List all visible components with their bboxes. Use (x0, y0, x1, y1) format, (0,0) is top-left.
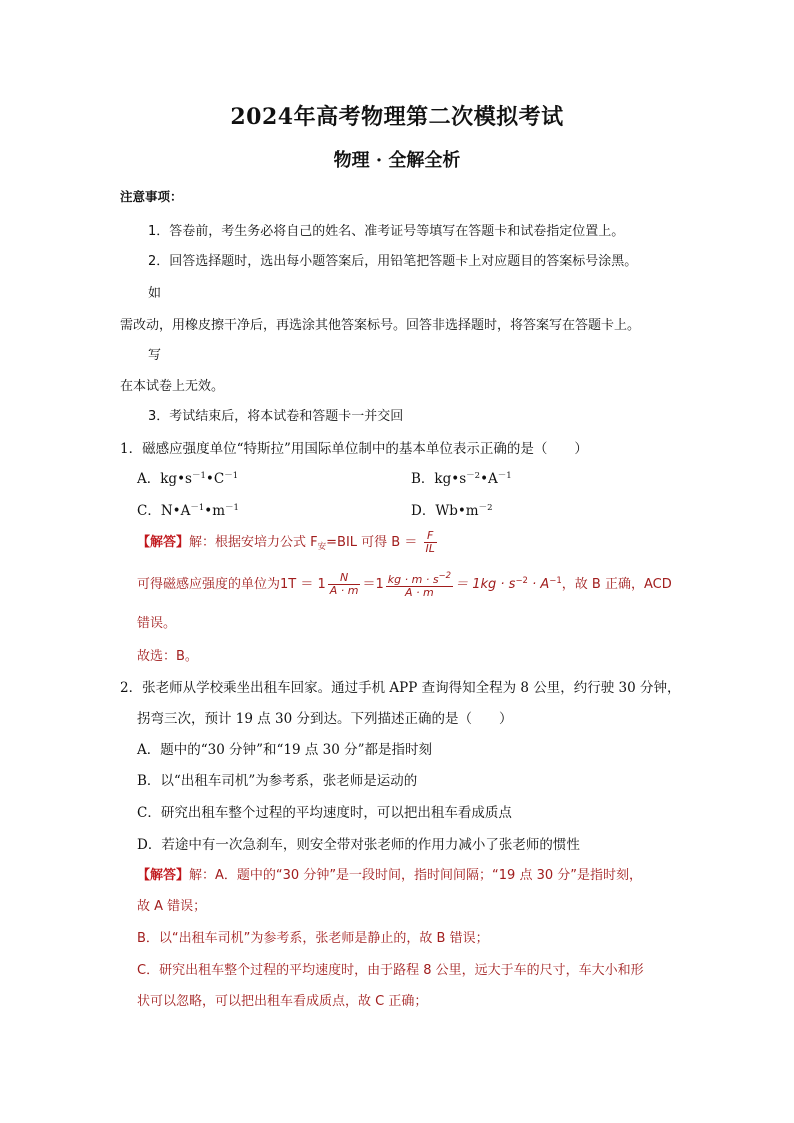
q2-answer-line-3: B．以“出租车司机”为参考系，张老师是静止的，故 B 错误； (137, 931, 489, 946)
q1-option-a: A．$kg•s^{-1}•C^{-1}$ (137, 471, 239, 487)
q2-stem-line-1: 2．张老师从学校乘坐出租车回家。通过手机 APP 查询得知全程为 8 公里，约行驶 30 分钟， (120, 680, 681, 696)
q1-option-c: C．$N•A^{-1}•m^{-1}$ (137, 503, 239, 519)
notice-item-2-wrap-4: 在本试卷上无效。 (120, 379, 225, 394)
q1-answer-line-1: 【解答】解：根据安培力公式 $F_安=BIL$ 可得 B ＝ $\frac{F}{IL}$ (137, 529, 435, 555)
notice-heading: 注意事项： (120, 189, 183, 204)
notice-item-2-wrap-3: 写 (148, 348, 162, 363)
page-subtitle: 物理 · 全解全析 (333, 150, 461, 171)
q1-stem: 1．磁感应强度单位“特斯拉”用国际单位制中的基本单位表示正确的是（ ） (120, 441, 588, 457)
q2-answer-line-2: 故 A 错误； (137, 899, 207, 914)
answer-tag: 【解答】 (137, 535, 190, 550)
q2-answer-line-1: 【解答】解：A．题中的“30 分钟”是一段时间，指时间间隔；“19 点 30 分”是指时刻， (137, 868, 643, 883)
q1-answer-line-2: 可得磁感应强度的单位为1T ＝ 1 $\frac{N}{A \cdot m}$ ＝1 $\frac{kg \cdot m \cdot s^{-2}}{A \cdot m}$ ＝ $1kg \cdot s^{-2} \cdot A^{-1}$，故 B 正确，ACD (137, 571, 672, 599)
q1-choice: 故选：B。 (137, 649, 198, 664)
q2-option-a: A．题中的“30 分钟”和“19 点 30 分”都是指时刻 (137, 742, 433, 758)
q2-option-d: D．若途中有一次急刹车，则安全带对张老师的作用力减小了张老师的惯性 (137, 837, 580, 853)
q2-answer-line-5: 状可以忽略，可以把出租车看成质点，故 C 正确； (137, 994, 428, 1009)
notice-item-2-wrap-1: 如 (148, 286, 162, 301)
notice-item-1: 1．答卷前，考生务必将自己的姓名、准考证号等填写在答题卡和试卷指定位置上。 (148, 224, 625, 239)
notice-item-2: 2．回答选择题时，选出每小题答案后，用铅笔把答题卡上对应题目的答案标号涂黑。 (148, 254, 638, 269)
q2-option-c: C．研究出租车整个过程的平均速度时，可以把出租车看成质点 (137, 805, 512, 821)
page-title: 2024年高考物理第二次模拟考试 (230, 104, 564, 130)
notice-item-2-wrap-2: 需改动，用橡皮擦干净后，再选涂其他答案标号。回答非选择题时，将答案写在答题卡上。 (120, 318, 641, 333)
q1-option-b: B．$kg•s^{-2}•A^{-1}$ (411, 471, 512, 487)
q1-answer-line-3: 错误。 (137, 616, 177, 631)
formula-fraction-n-over-am: $\frac{N}{A \cdot m}$ (329, 571, 359, 597)
formula-fraction-f-over-il: $\frac{F}{IL}$ (425, 529, 435, 555)
formula-fraction-kgms-over-am: $\frac{kg \cdot m \cdot s^{-2}}{A \cdot m}$ (387, 571, 452, 599)
q2-stem-line-2: 拐弯三次，预计 19 点 30 分到达。下列描述正确的是（ ） (137, 711, 513, 727)
answer-tag: 【解答】 (137, 868, 190, 883)
q2-answer-line-4: C．研究出租车整个过程的平均速度时，由于路程 8 公里，远大于车的尺寸，车大小和形 (137, 963, 644, 978)
notice-item-3: 3．考试结束后，将本试卷和答题卡一并交回 (148, 409, 404, 424)
q1-option-d: D．$Wb•m^{-2}$ (411, 503, 493, 519)
q2-option-b: B．以“出租车司机”为参考系，张老师是运动的 (137, 773, 418, 789)
